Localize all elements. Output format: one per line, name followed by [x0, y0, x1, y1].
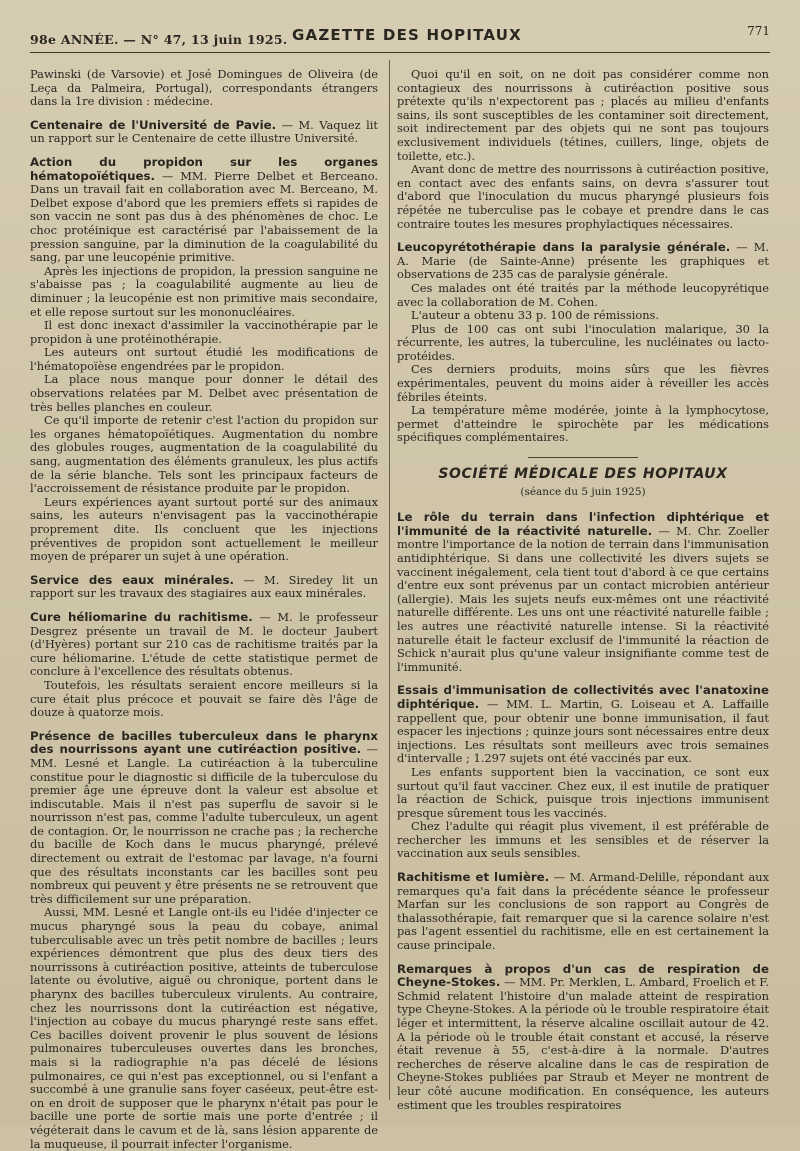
paragraph: Ces malades ont été traités par la méthode leucopyrétique avec la collaboration de M. Cohen. — [397, 280, 769, 309]
paragraph: Chez l'adulte qui réagit plus vivement, il est préférable de rechercher les immuns et les sensibles et de réserver la vaccination aux seuls sensibles. — [397, 819, 769, 861]
article-lead: — M. Siredey lit un rapport sur les travaux des stagiaires aux eaux minérales. — [30, 572, 378, 601]
paragraph: Les auteurs ont surtout étudié les modifications de l'hématopoïèse engendrées par le propidon. — [30, 345, 378, 373]
paragraph: Les enfants supportent bien la vaccination, ce sont eux surtout qu'il faut vacciner. Chez eux, il est inutile de pratiquer la réaction de Schick, puisque trois injections immunisent presque sûrement tous les vaccinés. — [397, 764, 769, 820]
article-lead: — MM. Lesné et Langle. La cutiréaction à la tuberculine constitue pour le diagnostic si difficile de la tuberculose du premier âge une épreuve dont la valeur est absolue et indiscutable. Mais il n'est pas superflu de savoir si le nourrisson n'est pas, comme l'adulte tuberculeux, un agent de contagion. Or, le nourrisson ne crache pas ; la recherche du bacille de Koch dans le mucus pharyngé, prélevé directement ou extrait de l'estomac par lavage, n'a fourni que des résultats inconstants car les bacilles sont peu nombreux qui peuvent y être présents ne se retrouvent que très difficilement sur une préparation. — [30, 742, 378, 906]
society-title: SOCIÉTÉ MÉDICALE DES HOPITAUX — [438, 466, 728, 483]
paragraph: Toutefois, les résultats seraient encore meilleurs si la cure était plus précoce et pouvait se faire dès l'âge de douze à quatorze mois. — [30, 677, 378, 720]
article-centenaire — [30, 119, 378, 146]
issue-info: 98e ANNÉE. — N° 47, 13 juin 1925. — [30, 32, 288, 47]
article-title: Centenaire de l'Université de Pavie. — [30, 117, 277, 132]
paragraph: La température même modérée, jointe à la lymphocytose, permet d'atteindre le spirochète par les médications spécifiques complémentaires. — [397, 403, 769, 445]
article-lead: — M. le professeur Desgrez présente un travail de M. le docteur Jaubert (d'Hyères) portant sur 210 cas de rachitisme traités par la cure héliomarine. L'étude de cette statistique permet de conclure à l'excellence des résultats obtenus. — [30, 609, 378, 679]
article-rachitisme — [30, 611, 378, 720]
article-title: Remarques à propos d'un cas de respiration de Cheyne-Stokes. — [397, 961, 769, 990]
article-lead: — M. Chr. Zoeller montre l'importance de la notion de terrain dans l'immunisation antidiphtérique. Si dans une collectivité les divers sujets se vaccinent inégalement, cela tient tout d'abord à ce que certains d'entre eux sont prévenus par un contact microbien antérieur (allergie). Mais les sujets neufs eux-mêmes ont une réactivité naturelle différente. Les uns ont une réactivité naturelle faible ; les autres une réactivité naturelle intense. Si la réactivité naturelle était le facteur exclusif de l'immunité la réaction de Schick n'aurait plus qu'une valeur insignifiante comme test de l'immunité. — [397, 523, 769, 674]
paragraph: Leurs expériences ayant surtout porté sur des animaux sains, les auteurs n'envisagent pas la vaccinothérapie proprement dite. Ils concluent que les injections préventives de propidon sont actuellement le meilleur moyen de préparer un sujet à une opération. — [30, 494, 378, 564]
article-title: Service des eaux minérales. — [30, 572, 234, 587]
right-column — [397, 68, 769, 1112]
article-terrain — [397, 511, 769, 674]
article-lead: — M. Armand-Delille, répondant aux remarques qu'a fait dans la précédente séance le professeur Marfan sur les conclusions de son rapport au Congrès de thalassothérapie, fait remarquer que si la carence solaire n'est pas l'agent essentiel du rachitisme, elle en est certainement la cause principale. — [397, 870, 769, 953]
article-title: Action du propidon sur les organes hématopoïétiques. — [30, 154, 378, 183]
article-title: Essais d'immunisation de collectivités avec l'anatoxine diphtérique. — [397, 683, 769, 711]
journal-title: GAZETTE DES HOPITAUX — [292, 26, 522, 44]
intro-paragraph: Pawinski (de Varsovie) et José Domingues de Oliveira (de Leça da Palmeira, Portugal), correspondants étrangers dans la 1re division : médecine. — [30, 67, 378, 109]
paragraph: Avant donc de mettre des nourrissons à cutiréaction positive, en contact avec des enfants sains, on devra s'assurer tout d'abord que l'inoculation du mucus pharyngé plusieurs fois répétée ne tuberculise pas le cobaye et prendre dans le cas contraire toutes les mesures prophylactiques nécessaires. — [397, 162, 769, 231]
page-header — [30, 24, 770, 50]
paragraph: Il est donc inexact d'assimiler la vaccinothérapie par le propidon à une protéinothérapie. — [30, 318, 378, 346]
article-lead: — MM. L. Martin, G. Loiseau et A. Laffaille rappellent que, pour obtenir une bonne immunisation, il faut espacer les injections ; quinze jours sont nécessaires entre deux injections. Les résultats sont meilleurs avec trois semaines d'intervalle ; 1.297 sujets ont été vaccinés par eux. — [397, 696, 769, 766]
article-lumiere — [397, 871, 769, 953]
article-lead: — MM. Pr. Merklen, L. Ambard, Froelich et F. Schmid relatent l'histoire d'un malade atteint de respiration type Cheyne-Stokes. A la période où le trouble respiratoire était léger et intermittent, la réserve alcaline oscillait autour de 42. A la période où le trouble était constant et accusé, la réserve était revenue à 55, c'est-à-dire à la normale. D'autres recherches de réserve alcaline dans le cas de respiration de Cheyne-Stokes publiées par Straub et Meyer ne montrent de leur côté aucune modification. En conséquence, les auteurs estiment que les troubles respiratoires — [397, 975, 769, 1112]
left-column — [30, 68, 378, 1151]
article-propidon — [30, 156, 378, 564]
article-anatoxine — [397, 684, 769, 861]
paragraph: Ce qu'il importe de retenir c'est l'action du propidon sur les organes hématopoïétiques. Augmentation du nombre des globules rouges, augmentation de la coagulabilité du sang, augmentation des éléments granuleux, les plus actifs de la série blanche. Tels sont les principaux facteurs de l'accroissement de résistance produite par le propidon. — [30, 413, 378, 496]
paragraph: Ces derniers produits, moins sûrs que les fièvres expérimentales, peuvent du moins aider à réveiller les accès fébriles éteints. — [397, 362, 769, 404]
paragraph: Quoi qu'il en soit, on ne doit pas considérer comme non contagieux des nourrissons à cutiréaction positive sous prétexte qu'ils n'expectorent pas ; placés au milieu d'enfants sains, ils sont susceptibles de les contaminer soit directement, soit indirectement par des objets qui ne sont pas toujours exclusivement individuels (tétines, cuillers, linge, objets de toilette, etc.). — [397, 67, 769, 163]
article-leucopyretotherapie — [397, 241, 769, 445]
paragraph: Aussi, MM. Lesné et Langle ont-ils eu l'idée d'injecter ce mucus pharyngé sous la peau du cobaye, animal tuberculisable avec un très petit nombre de bacilles ; leurs expériences démontrent que plus des deux tiers des nourrissons à cutiréaction positive, atteints de tuberculose latente ou évolutive, aiguë ou chronique, portent dans le pharynx des bacilles tuberculeux virulents. Au contraire, chez les nourrissons dont la cutiréaction est négative, l'injection au cobaye du mucus pharyngé reste sans effet. Ces bacilles doivent provenir le plus souvent de lésions pulmonaires tuberculeuses ouvertes dans les bronches, mais si la radiographie n'a pas décelé de lésions pulmonaires, ce qui n'est pas exceptionnel, ou si l'enfant a succombé à une granulie sans foyer caséeux, peut-être est-on en droit de supposer que le pharynx n'était pas pour le bacille une porte de sortie mais une porte d'entrée ; il végéterait dans le cavum et de là, sans lésion apparente de la muqueuse, il pourrait infecter l'organisme. — [30, 905, 378, 1151]
page-number: 771 — [747, 24, 770, 38]
article-title: Le rôle du terrain dans l'infection diphtérique et l'immunité de la réactivité naturelle. — [397, 510, 769, 538]
article-lead: — M. A. Marie (de Sainte-Anne) présente les graphiques et observations de 235 cas de paralysie générale. — [397, 240, 769, 282]
article-lead: — MM. Pierre Delbet et Berceano. Dans un travail fait en collaboration avec M. Berceano, M. Delbet expose d'abord que les premiers effets si rapides de son vaccin ne sont pas dus à des phénomènes de choc. Le choc protéinique est caractérisé par l'abaissement de la pression sanguine, par la diminution de la coagulabilité du sang, par une leucopénie primitive. — [30, 168, 378, 265]
article-title: Présence de bacilles tuberculeux dans le pharynx des nourrissons ayant une cutiréaction positive. — [30, 728, 378, 757]
header-rule — [30, 52, 770, 53]
column-divider — [389, 60, 390, 1100]
paragraph: L'auteur a obtenu 33 p. 100 de rémissions. — [411, 308, 660, 323]
article-title: Rachitisme et lumière. — [397, 870, 550, 885]
article-bacilles — [30, 730, 378, 1151]
article-cheyne-stokes — [397, 963, 769, 1113]
session-date: (séance du 5 juin 1925) — [520, 485, 646, 498]
paragraph: La place nous manque pour donner le détail des observations relatées par M. Delbet avec présentation de très belles planches en couleur. — [30, 372, 378, 414]
article-lead: — M. Vaquez lit un rapport sur le Centenaire de cette illustre Université. — [30, 117, 378, 146]
article-title: Cure héliomarine du rachitisme. — [30, 609, 253, 624]
section-rule — [528, 457, 638, 458]
paragraph: Après les injections de propidon, la pression sanguine ne s'abaisse pas ; la coagulabilité augmente au lieu de diminuer ; la leucopénie est non primitive mais secondaire, et elle repose surtout sur les mononucléaires. — [30, 263, 378, 319]
article-title: Leucopyrétothérapie dans la paralysie générale. — [397, 240, 731, 255]
paragraph: Plus de 100 cas ont subi l'inoculation malarique, 30 la récurrente, les autres, la tuberculine, les nucléinates ou lacto-protéides. — [397, 321, 769, 363]
article-eaux — [30, 574, 378, 601]
